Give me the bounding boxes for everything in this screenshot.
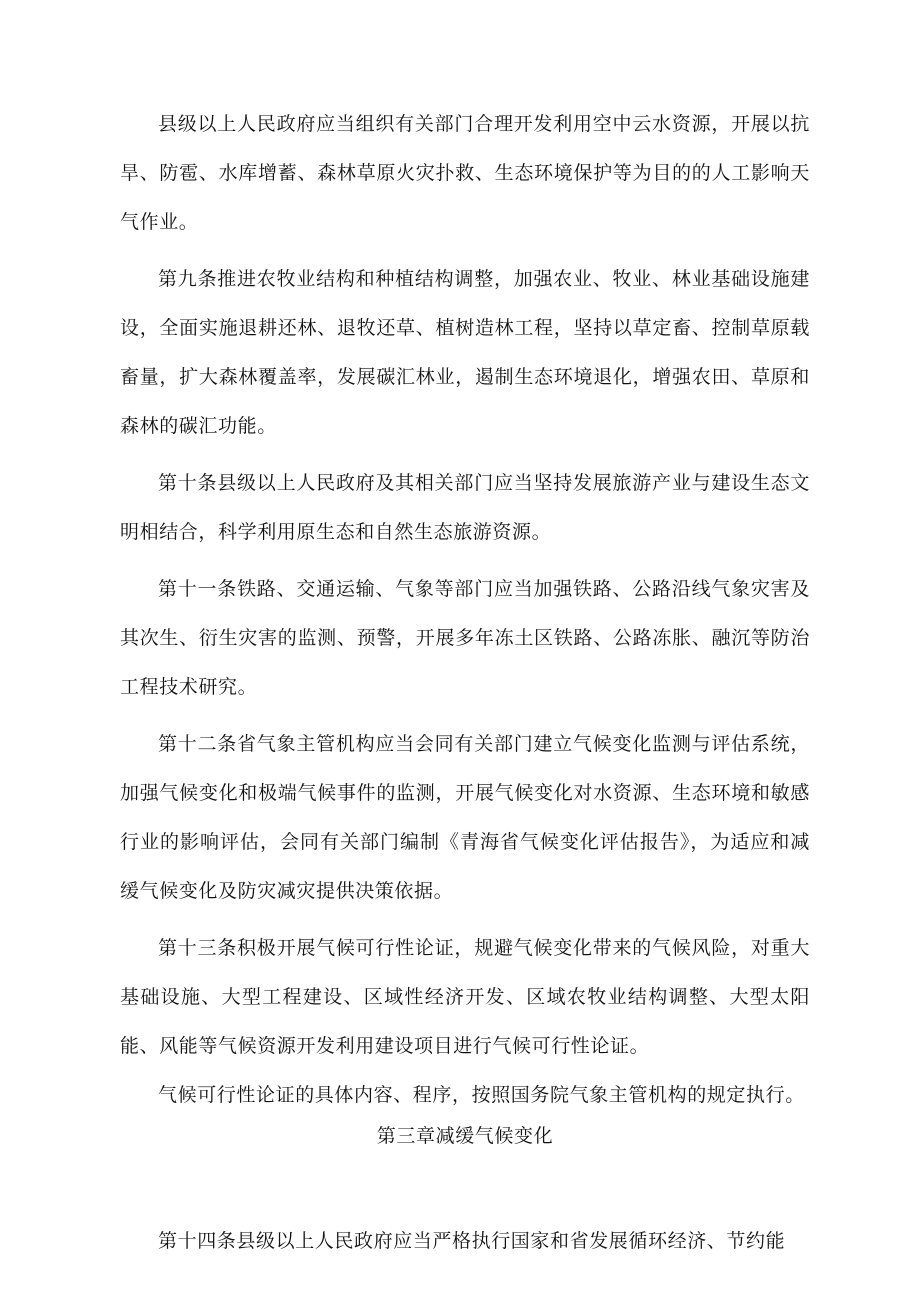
paragraph-article-12: 第十二条省气象主管机构应当会同有关部门建立气候变化监测与评估系统，加强气候变化和极端气候事件的监测，开展气候变化对水资源、生态环境和敏感行业的影响评估，会同有关部门编制《青海省气候变化评估报告》，为适应和减缓气候变化及防灾减灾提供决策依据。 <box>120 733 810 902</box>
paragraph-article-10: 第十条县级以上人民政府及其相关部门应当坚持发展旅游产业与建设生态文明相结合，科学利用原生态和自然生态旅游资源。 <box>120 472 810 543</box>
paragraph-article-9: 第九条推进农牧业结构和种植结构调整，加强农业、牧业、林业基础设施建设，全面实施退耕还林、退牧还草、植树造林工程，坚持以草定畜、控制草原载畜量，扩大森林覆盖率，发展碳汇林业，遏制生态环境退化，增强农田、草原和森林的碳汇功能。 <box>120 268 810 437</box>
paragraph-article-11: 第十一条铁路、交通运输、气象等部门应当加强铁路、公路沿线气象灾害及其次生、衍生灾害的监测、预警，开展多年冻土区铁路、公路冻胀、融沉等防治工程技术研究。 <box>120 578 810 698</box>
paragraph-weather-modification: 县级以上人民政府应当组织有关部门合理开发利用空中云水资源，开展以抗旱、防雹、水库增蓄、森林草原火灾扑救、生态环境保护等为目的的人工影响天气作业。 <box>120 113 810 233</box>
paragraph-article-13: 第十三条积极开展气候可行性论证，规避气候变化带来的气候风险，对重大基础设施、大型工程建设、区域性经济开发、区域农牧业结构调整、大型太阳能、风能等气候资源开发利用建设项目进行气候可行性论证。 <box>120 937 810 1057</box>
chapter-heading: 第三章减缓气候变化 <box>376 1125 554 1147</box>
paragraph-article-14: 第十四条县级以上人民政府应当严格执行国家和省发展循环经济、节约能 <box>158 1230 786 1252</box>
paragraph-feasibility-procedure: 气候可行性论证的具体内容、程序，按照国务院气象主管机构的规定执行。 <box>158 1084 805 1106</box>
document-body <box>120 100 810 1266</box>
